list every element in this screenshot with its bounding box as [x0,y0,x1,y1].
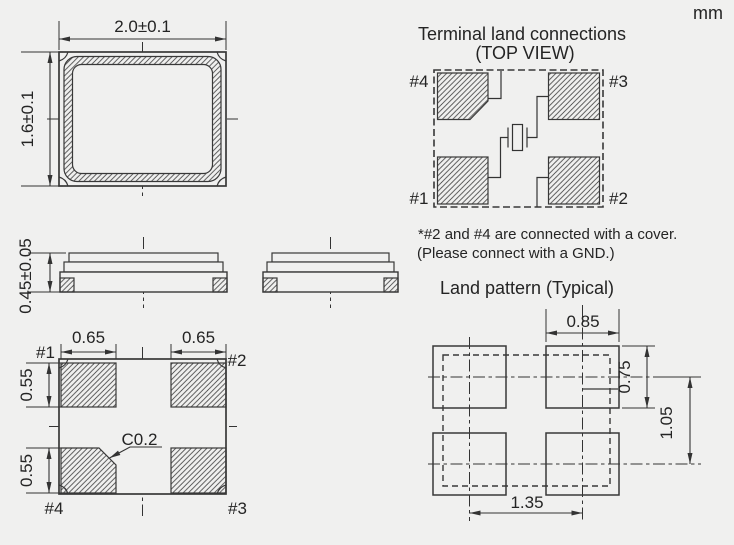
package-top-view [18,17,238,197]
terminal-pad-right [213,278,227,292]
units-label: mm [693,3,723,23]
package-bottom-view [17,328,247,518]
body [263,272,398,292]
dim-land-height-label: 0.75 [615,360,634,394]
chamfer-label: C0.2 [121,430,158,449]
terminal-label-2: #2 [609,189,628,208]
terminal-pad-4 [438,73,489,120]
dim-height-label: 1.6±0.1 [18,90,37,148]
dim-width-label: 2.0±0.1 [114,17,171,36]
terminal-pad-3 [549,73,600,120]
lid-mid [64,262,223,272]
terminal-land-subtitle: (TOP VIEW) [475,43,575,63]
lid-top [272,253,389,262]
dim-col-pitch-label: 1.35 [510,493,544,512]
terminal-pad-2 [549,157,600,204]
dim-thickness-label: 0.45±0.05 [16,238,35,314]
cover-note-line1: *#2 and #4 are connected with a cover. [418,226,678,243]
pin-label-4: #4 [44,499,64,518]
dim-pad-height-bottom-label: 0.55 [17,453,36,488]
dim-pad-width-right-label: 0.65 [181,328,216,347]
package-outline-dashed [443,355,610,486]
lid-top [69,253,218,262]
cover-stub-pad4 [488,71,501,99]
terminal-pad-right [384,278,398,292]
terminal-label-3: #3 [609,72,628,91]
terminal-pad-left [60,278,74,292]
dim-pad-height-top-label: 0.55 [17,368,36,402]
terminal-pad-1 [438,157,489,204]
terminal-land-connections [410,3,723,262]
pin-label-2: #2 [227,351,247,370]
package-side-view-end [263,237,398,308]
dim-row-pitch-label: 1.05 [657,406,676,440]
package-side-view-front [16,237,227,314]
crystal-lead-to-pad1 [488,138,508,178]
terminal-land-title: Terminal land connections [417,24,627,44]
crystal-element [513,125,523,151]
pin-label-1: #1 [36,343,55,362]
pad-1 [61,363,116,407]
dim-pad-width-left-label: 0.65 [71,328,106,347]
land-pattern [428,278,701,521]
pad-2 [171,363,226,407]
land-pattern-title: Land pattern (Typical) [439,278,615,298]
cover-note-line2: (Please connect with a GND.) [417,245,615,262]
pad-3 [171,448,226,493]
lid-mid [267,262,394,272]
cavity-area [73,65,213,174]
terminal-pad-left [263,278,277,292]
body [60,272,227,292]
terminal-label-1: #1 [409,189,429,208]
dim-land-width-label: 0.85 [566,312,600,331]
pin-label-3: #3 [228,499,247,518]
terminal-label-4: #4 [409,72,429,91]
crystal-lead-to-pad3 [527,97,549,138]
cover-stub-pad2 [537,178,549,207]
